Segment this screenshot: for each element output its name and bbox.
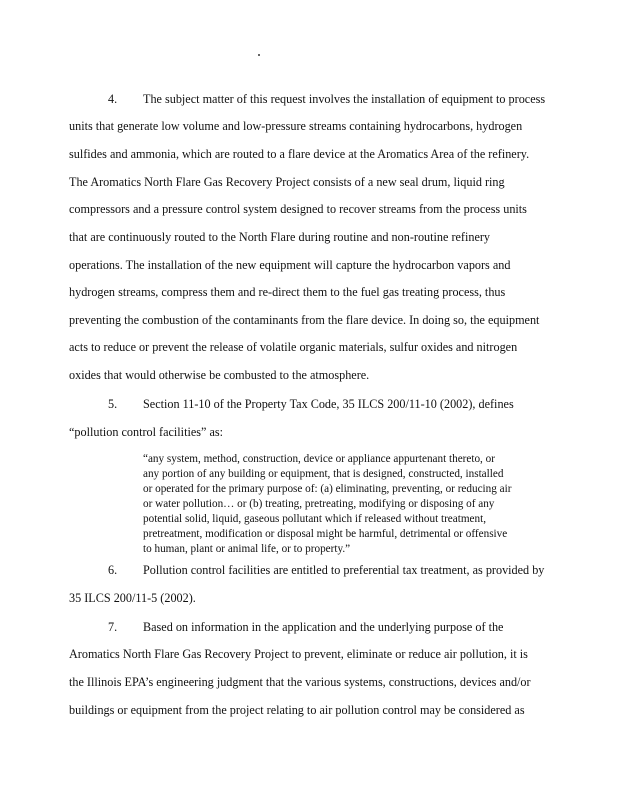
quote-line: “any system, method, construction, device or appliance appurtenant thereto, or bbox=[143, 453, 495, 465]
scan-speck bbox=[258, 54, 260, 56]
paragraph-7-line: the Illinois EPA’s engineering judgment that the various systems, constructions, devices and/or bbox=[69, 675, 531, 689]
paragraph-4-line: operations. The installation of the new equipment will capture the hydrocarbon vapors and bbox=[69, 258, 511, 272]
paragraph-7-first-line: Based on information in the application and the underlying purpose of the bbox=[143, 620, 504, 634]
quote-line: or operated for the primary purpose of: (a) eliminating, preventing, or reducing air bbox=[143, 483, 512, 495]
paragraph-7-line: buildings or equipment from the project relating to air pollution control may be considered as bbox=[69, 703, 525, 717]
paragraph-6-line: 35 ILCS 200/11-5 (2002). bbox=[69, 591, 196, 605]
paragraph-5-first-line: Section 11-10 of the Property Tax Code, 35 ILCS 200/11-10 (2002), defines bbox=[143, 397, 514, 411]
paragraph-4-first-line: The subject matter of this request involves the installation of equipment to process bbox=[143, 92, 546, 106]
paragraph-number-4: 4. bbox=[108, 92, 118, 106]
paragraph-4-line: sulfides and ammonia, which are routed to a flare device at the Aromatics Area of the refinery. bbox=[69, 147, 530, 161]
paragraph-4-line: oxides that would otherwise be combusted to the atmosphere. bbox=[69, 368, 370, 382]
paragraph-number-5: 5. bbox=[108, 397, 118, 411]
paragraph-4-line: that are continuously routed to the North Flare during routine and non-routine refinery bbox=[69, 230, 491, 244]
paragraph-4-line: hydrogen streams, compress them and re-direct them to the fuel gas treating process, thus bbox=[69, 285, 506, 299]
paragraph-5-line: “pollution control facilities” as: bbox=[69, 425, 223, 439]
paragraph-4-line: units that generate low volume and low-pressure streams containing hydrocarbons, hydrogen bbox=[69, 119, 523, 133]
quote-line: pretreatment, modification or disposal might be harmful, detrimental or offensive bbox=[143, 528, 508, 540]
quote-line: potential solid, liquid, gaseous pollutant which if released without treatment, bbox=[143, 513, 487, 525]
quote-line: or water pollution… or (b) treating, pretreating, modifying or disposing of any bbox=[143, 498, 495, 510]
paragraph-4-line: The Aromatics North Flare Gas Recovery Project consists of a new seal drum, liquid ring bbox=[69, 175, 505, 189]
paragraph-7-line: Aromatics North Flare Gas Recovery Project to prevent, eliminate or reduce air pollution, it is bbox=[69, 647, 528, 661]
paragraph-4-line: acts to reduce or prevent the release of volatile organic materials, sulfur oxides and nitrogen bbox=[69, 340, 518, 354]
paragraph-6-first-line: Pollution control facilities are entitled to preferential tax treatment, as provided by bbox=[143, 563, 545, 577]
paragraph-4-line: preventing the combustion of the contaminants from the flare device. In doing so, the equipment bbox=[69, 313, 540, 327]
paragraph-number-7: 7. bbox=[108, 620, 118, 634]
paragraph-number-6: 6. bbox=[108, 563, 118, 577]
quote-line: any portion of any building or equipment, that is designed, constructed, installed bbox=[143, 468, 504, 480]
quote-line: to human, plant or animal life, or to property.” bbox=[143, 543, 351, 555]
paragraph-4-line: compressors and a pressure control system designed to recover streams from the process units bbox=[69, 202, 527, 216]
